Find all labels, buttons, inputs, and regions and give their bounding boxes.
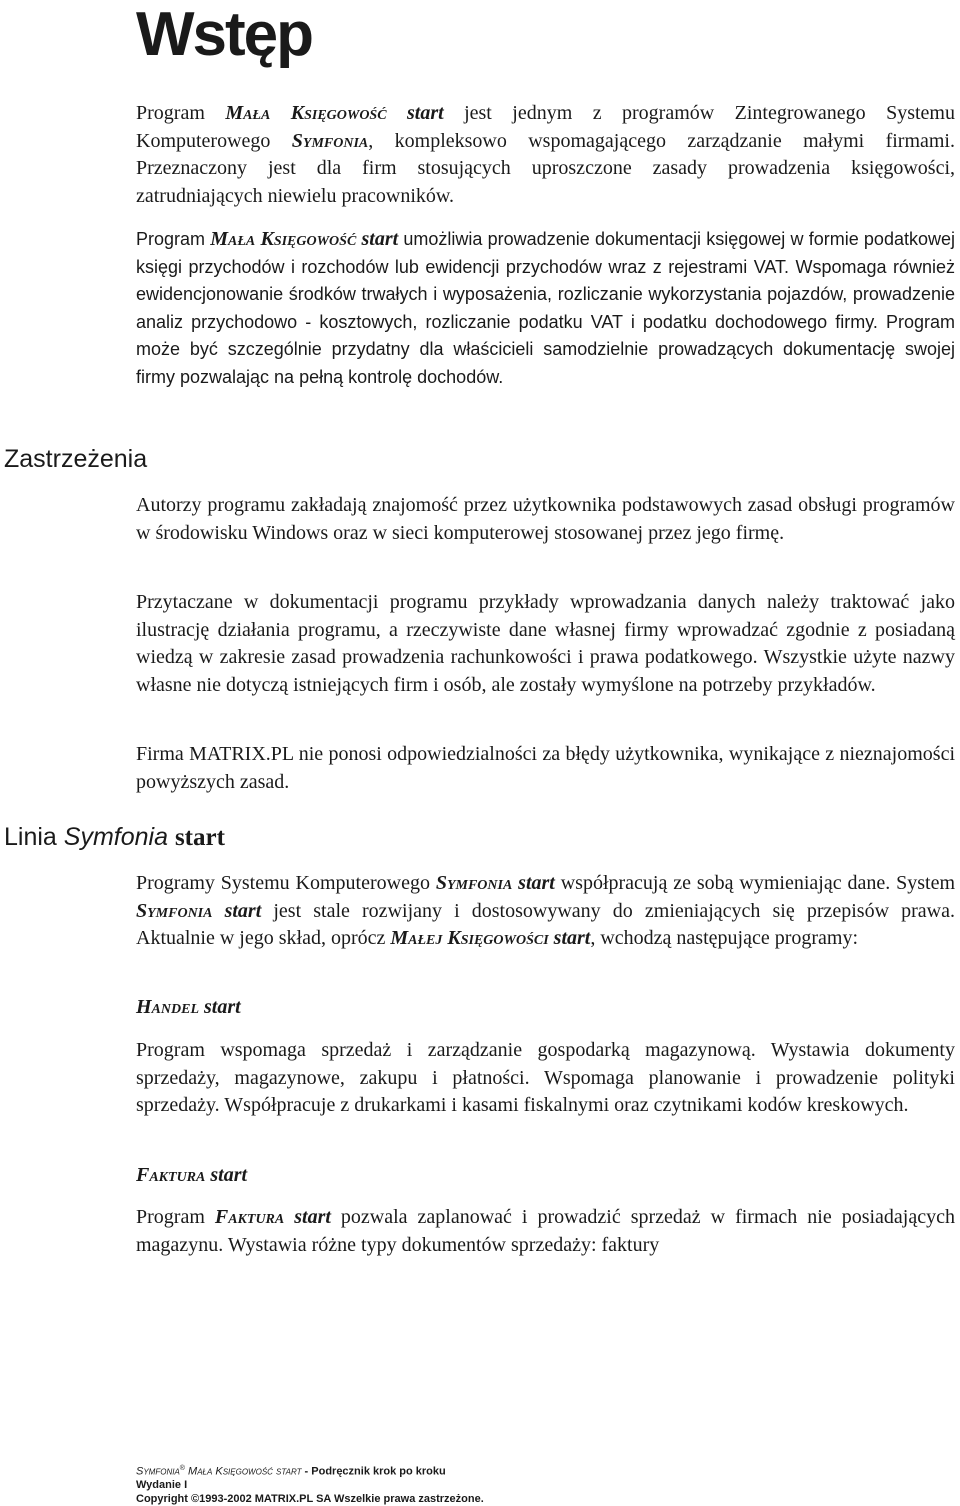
handel-subheading: Handel start	[136, 996, 241, 1018]
brand-name: Symfonia	[291, 129, 369, 152]
disclaimers-paragraph-3: Firma MATRIX.PL nie ponosi odpowiedzialności za błędy użytkownika, wynikające z nieznajomości powyższych zasad.	[136, 743, 955, 793]
product-name: Mała Księgowość	[225, 102, 387, 124]
faktura-paragraph: Program Faktura start pozwala zaplanować i prowadzić sprzedaż w firmach nie posiadających magazynu. Wystawia różne typy dokumentów sprzedaży: faktury	[136, 1206, 955, 1256]
disclaimers-paragraph-2: Przytaczane w dokumentacji programu przykłady wprowadzania danych należy traktować jako ilustrację działania programu, a rzeczywiste dane własnej firmy wprowadzać zgodnie z posiadaną wiedzą w zakresie zasad prowadzenia rachunkowości i prawa podatkowego. Wszystkie użyte nazwy własne nie dotyczą istniejących firm i osób, ale zostały wymyślone na potrzeby przykładów.	[136, 591, 955, 696]
line-heading: Linia Symfonia start	[4, 823, 225, 851]
product-name: Mała Księgowość	[210, 228, 357, 250]
line-paragraph-1: Programy Systemu Komputerowego Symfonia start współpracują ze sobą wymieniając dane. System Symfonia start jest stale rozwijany i dostosowywany do zmieniających się przepisów prawa. Aktualnie w jego skład, oprócz Małej Księgowości start, wchodzą następujące programy:	[136, 872, 956, 949]
intro-paragraph-2: Program Mała Księgowość start umożliwia prowadzenie dokumentacji księgowej w formie podatkowej księgi przychodów i rozchodów lub ewidencji przychodów wraz z rejestrami VAT. Wspomaga również ewidencjonowanie środków trwałych i wyposażenia, rozliczanie wykorzystania pojazdów, prowadzenie analiz przychodowo - kosztowych, rozliczanie podatku VAT i podatku dochodowego firmy. Program może być szczególnie przydatny dla właścicieli samodzielnie prowadzących dokumentację swojej firmy pozwalając na pełną kontrolę dochodów.	[136, 228, 955, 387]
footer-edition: Wydanie I	[136, 1479, 188, 1492]
page-title: Wstęp	[136, 0, 312, 69]
disclaimers-paragraph-1: Autorzy programu zakładają znajomość przez użytkownika podstawowych zasad obsługi programów w środowisku Windows oraz w sieci komputerowej stosowanej przez jego firmę.	[136, 494, 955, 544]
intro-paragraph-1: Program Mała Księgowość start jest jednym z programów Zintegrowanego Systemu Komputerowego Symfonia, kompleksowo wspomagającego zarządzanie małymi firmami. Przeznaczony jest dla firm stosujących uproszczone zasady prowadzenia księgowości, zatrudniających niewielu pracowników.	[136, 102, 955, 207]
handel-paragraph: Program wspomaga sprzedaż i zarządzanie gospodarką magazynową. Wystawia dokumenty sprzedaży, magazynowe, zakupu i płatności. Wspomaga planowanie i prowadzenie polityki sprzedaży. Współpracuje z drukarkami i kasami fiskalnymi oraz czytnikami kodów kreskowych.	[136, 1039, 955, 1116]
disclaimers-heading: Zastrzeżenia	[4, 445, 148, 473]
footer-title: Symfonia® Mała Księgowość start - Podręcznik krok po kroku	[136, 1465, 446, 1478]
page-footer	[136, 1462, 484, 1506]
footer-copyright: Copyright ©1993-2002 MATRIX.PL SA Wszelkie prawa zastrzeżone.	[136, 1492, 484, 1505]
faktura-subheading: Faktura start	[136, 1164, 248, 1186]
